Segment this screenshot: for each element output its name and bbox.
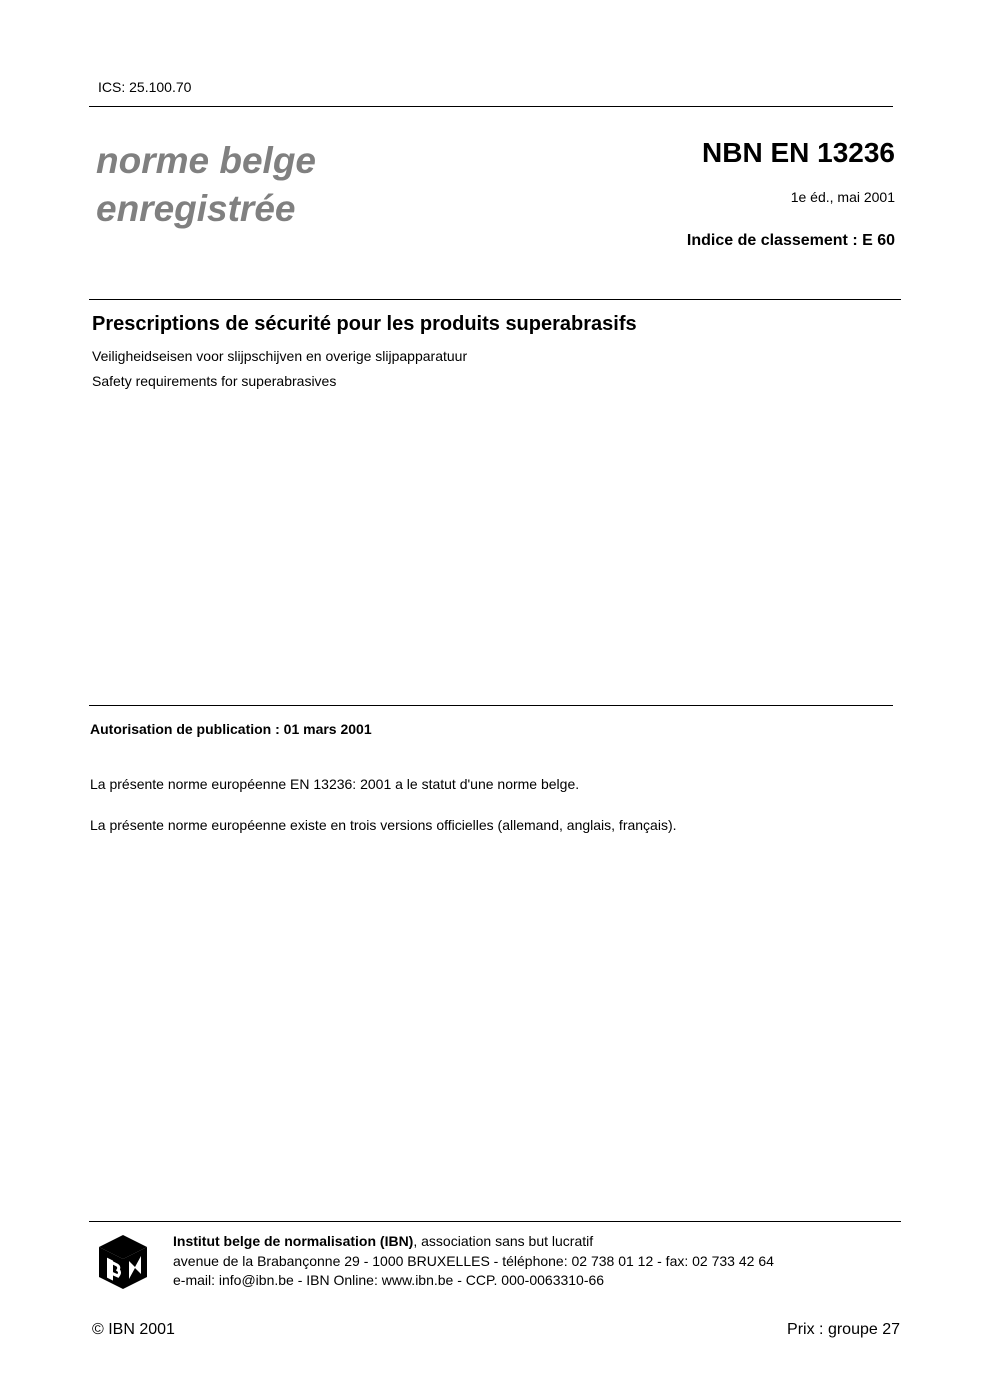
edition-date: 1e éd., mai 2001 <box>790 189 895 205</box>
org-name: Institut belge de normalisation (IBN) <box>173 1233 414 1249</box>
footer-rule <box>89 1221 901 1222</box>
status-paragraph: La présente norme européenne EN 13236: 2001 a le statut d'une norme belge. <box>90 776 580 792</box>
org-contact: e-mail: info@ibn.be - IBN Online: www.ibn.be - CCP. 000-0063310-66 <box>173 1272 605 1288</box>
title-dutch: Veiligheidseisen voor slijpschijven en overige slijpapparatuur <box>92 348 468 364</box>
norme-line-2: enregistrée <box>96 188 296 229</box>
ics-code: ICS: 25.100.70 <box>98 79 192 95</box>
title-rule <box>89 299 901 300</box>
price-group: Prix : groupe 27 <box>787 1321 900 1338</box>
norme-belge-heading <box>96 137 316 233</box>
top-rule <box>89 106 893 107</box>
body-rule <box>89 705 893 706</box>
org-description: , association sans but lucratif <box>413 1233 594 1249</box>
org-name-line <box>173 1233 593 1249</box>
org-address: avenue de la Brabançonne 29 - 1000 BRUXELLES - téléphone: 02 738 01 12 - fax: 02 733 42 64 <box>173 1253 774 1269</box>
versions-paragraph: La présente norme européenne existe en trois versions officielles (allemand, anglais, français). <box>90 817 677 833</box>
title-french: Prescriptions de sécurité pour les produits superabrasifs <box>92 313 637 335</box>
standard-number: NBN EN 13236 <box>702 137 895 168</box>
title-english: Safety requirements for superabrasives <box>92 373 337 389</box>
classification-index: Indice de classement : E 60 <box>686 232 895 249</box>
norme-line-1: norme belge <box>96 140 316 181</box>
ibn-logo-icon <box>96 1234 150 1290</box>
publication-authorization: Autorisation de publication : 01 mars 2001 <box>90 721 372 737</box>
copyright: © IBN 2001 <box>92 1321 175 1338</box>
